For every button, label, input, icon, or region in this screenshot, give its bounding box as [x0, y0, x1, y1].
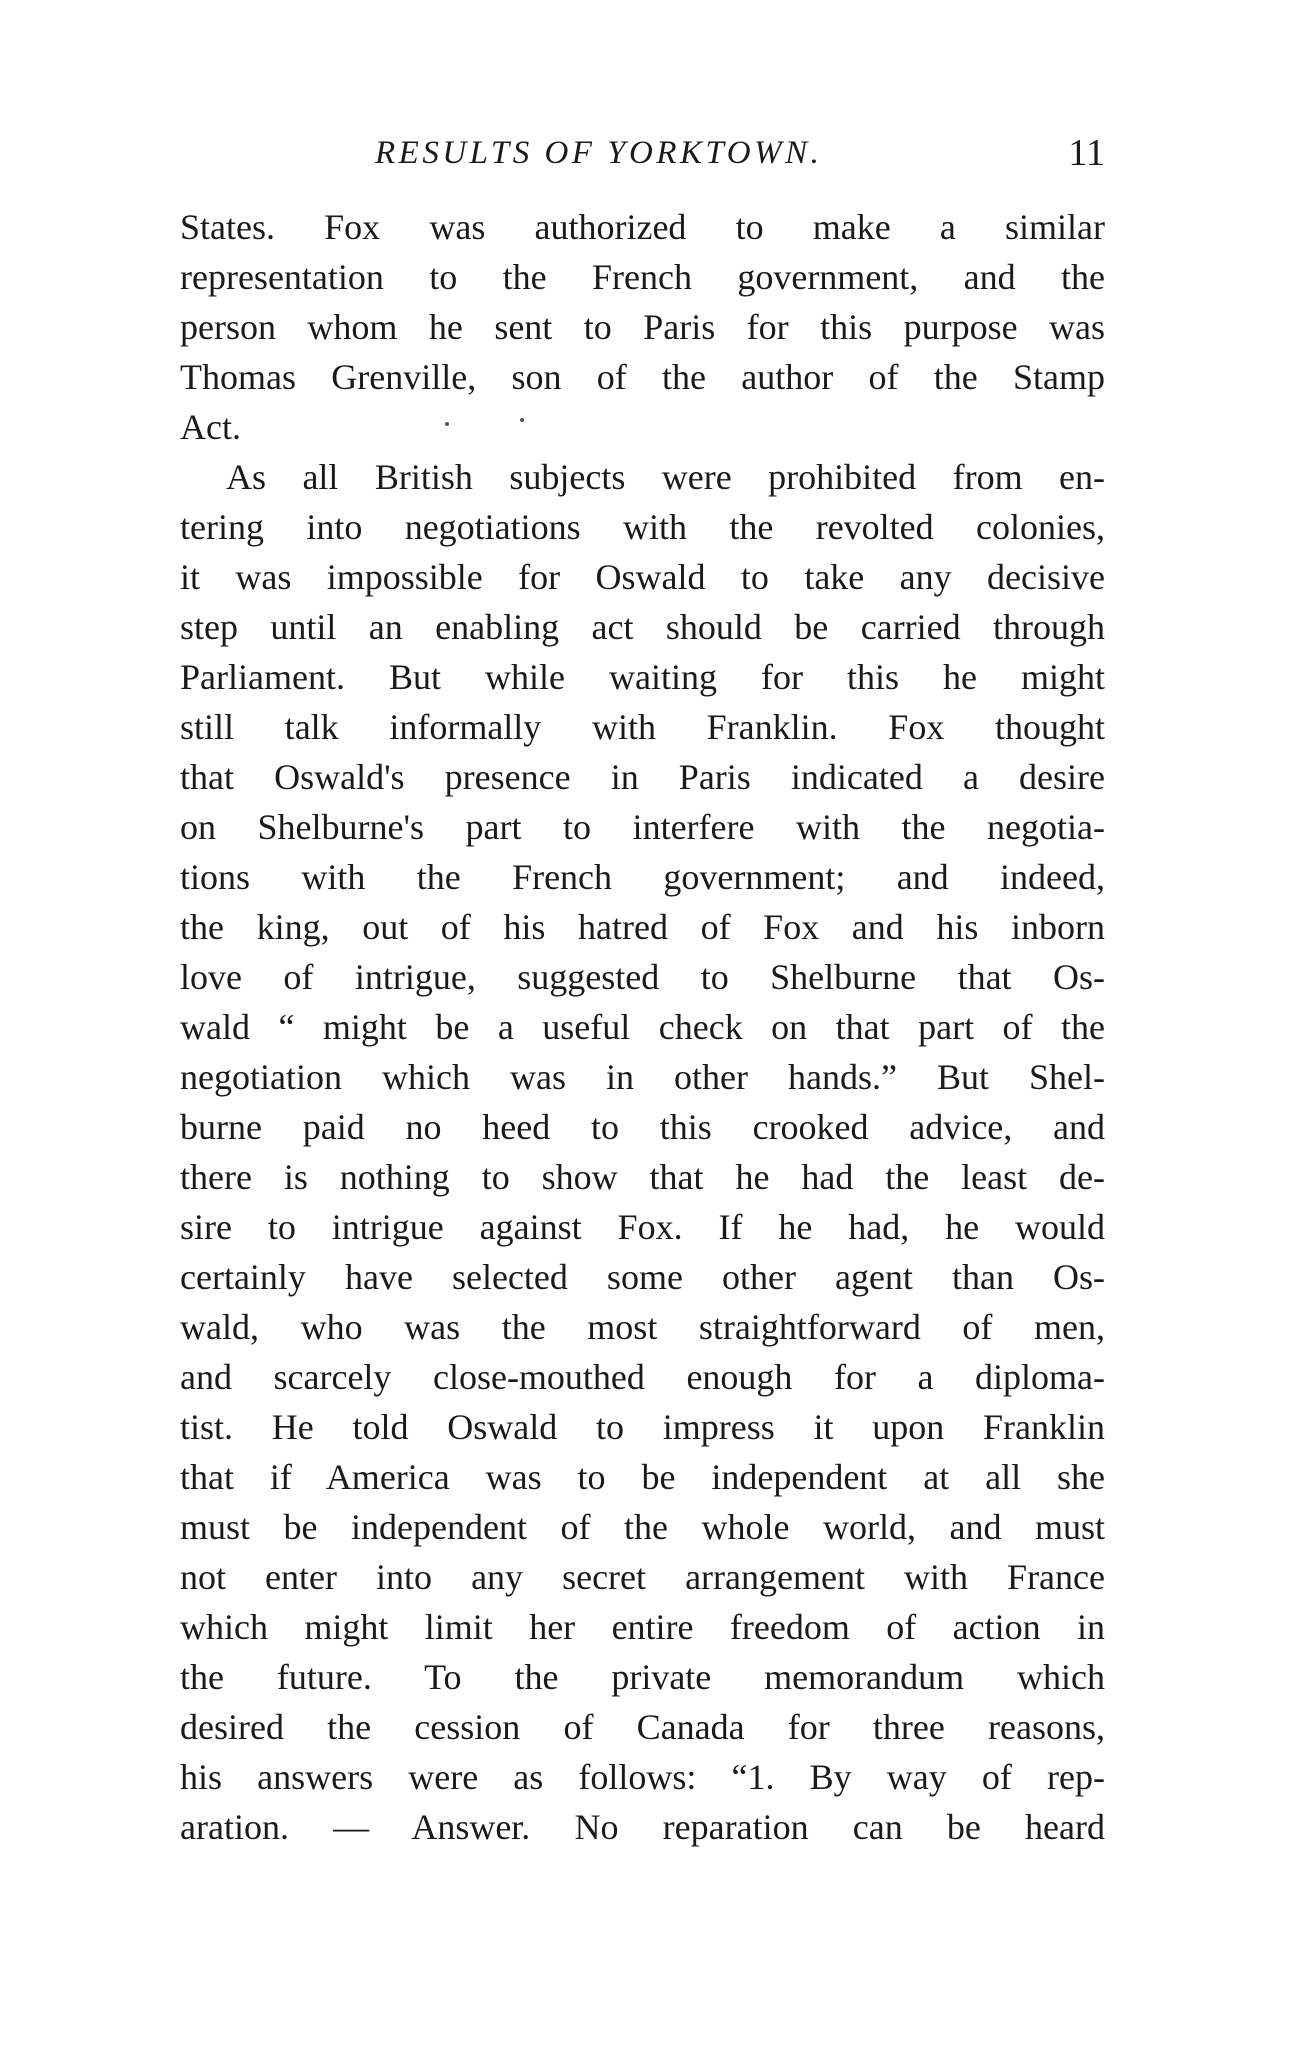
text-line: negotiation which was in other hands.” But Shel- — [180, 1057, 1105, 1097]
text-line: the king, out of his hatred of Fox and his inborn — [180, 907, 1105, 947]
text-line: it was impossible for Oswald to take any decisive — [180, 557, 1105, 597]
text-line: must be independent of the whole world, and must — [180, 1507, 1105, 1547]
text-line: Act. — [180, 407, 241, 447]
text-line: step until an enabling act should be carried through — [180, 607, 1105, 647]
text-line: aration. — Answer. No reparation can be heard — [180, 1807, 1105, 1847]
text-line: tering into negotiations with the revolted colonies, — [180, 507, 1105, 547]
text-line: there is nothing to show that he had the least de- — [180, 1157, 1105, 1197]
text-line: wald “ might be a useful check on that part of the — [180, 1007, 1105, 1047]
text-line: Thomas Grenville, son of the author of the Stamp — [180, 357, 1105, 397]
text-line: his answers were as follows: “1. By way of rep- — [180, 1757, 1105, 1797]
text-line: desired the cession of Canada for three reasons, — [180, 1707, 1105, 1747]
text-line: As all British subjects were prohibited from en- — [226, 457, 1105, 497]
body-text — [180, 202, 1105, 1852]
text-line: sire to intrigue against Fox. If he had, he would — [180, 1207, 1105, 1247]
text-line: on Shelburne's part to interfere with the negotia- — [180, 807, 1105, 847]
page-number: 11 — [1068, 132, 1105, 174]
page-header — [180, 128, 1105, 178]
text-line: the future. To the private memorandum which — [180, 1657, 1105, 1697]
text-line: which might limit her entire freedom of action in — [180, 1607, 1105, 1647]
text-line: that if America was to be independent at all she — [180, 1457, 1105, 1497]
text-line: not enter into any secret arrangement with France — [180, 1557, 1105, 1597]
text-line: person whom he sent to Paris for this purpose was — [180, 307, 1105, 347]
text-line: love of intrigue, suggested to Shelburne that Os- — [180, 957, 1105, 997]
text-line: States. Fox was authorized to make a similar — [180, 207, 1105, 247]
text-line: tions with the French government; and indeed, — [180, 857, 1105, 897]
text-line: representation to the French government, and the — [180, 257, 1105, 297]
text-line: and scarcely close-mouthed enough for a diploma- — [180, 1357, 1105, 1397]
text-line: tist. He told Oswald to impress it upon Franklin — [180, 1407, 1105, 1447]
text-line: certainly have selected some other agent than Os- — [180, 1257, 1105, 1297]
text-line: Parliament. But while waiting for this he might — [180, 657, 1105, 697]
text-line: still talk informally with Franklin. Fox thought — [180, 707, 1105, 747]
text-line: that Oswald's presence in Paris indicated a desire — [180, 757, 1105, 797]
running-title: RESULTS OF YORKTOWN. — [375, 135, 823, 171]
text-line: burne paid no heed to this crooked advice, and — [180, 1107, 1105, 1147]
print-speck — [520, 418, 524, 422]
print-speck — [445, 422, 449, 426]
text-line: wald, who was the most straightforward of men, — [180, 1307, 1105, 1347]
